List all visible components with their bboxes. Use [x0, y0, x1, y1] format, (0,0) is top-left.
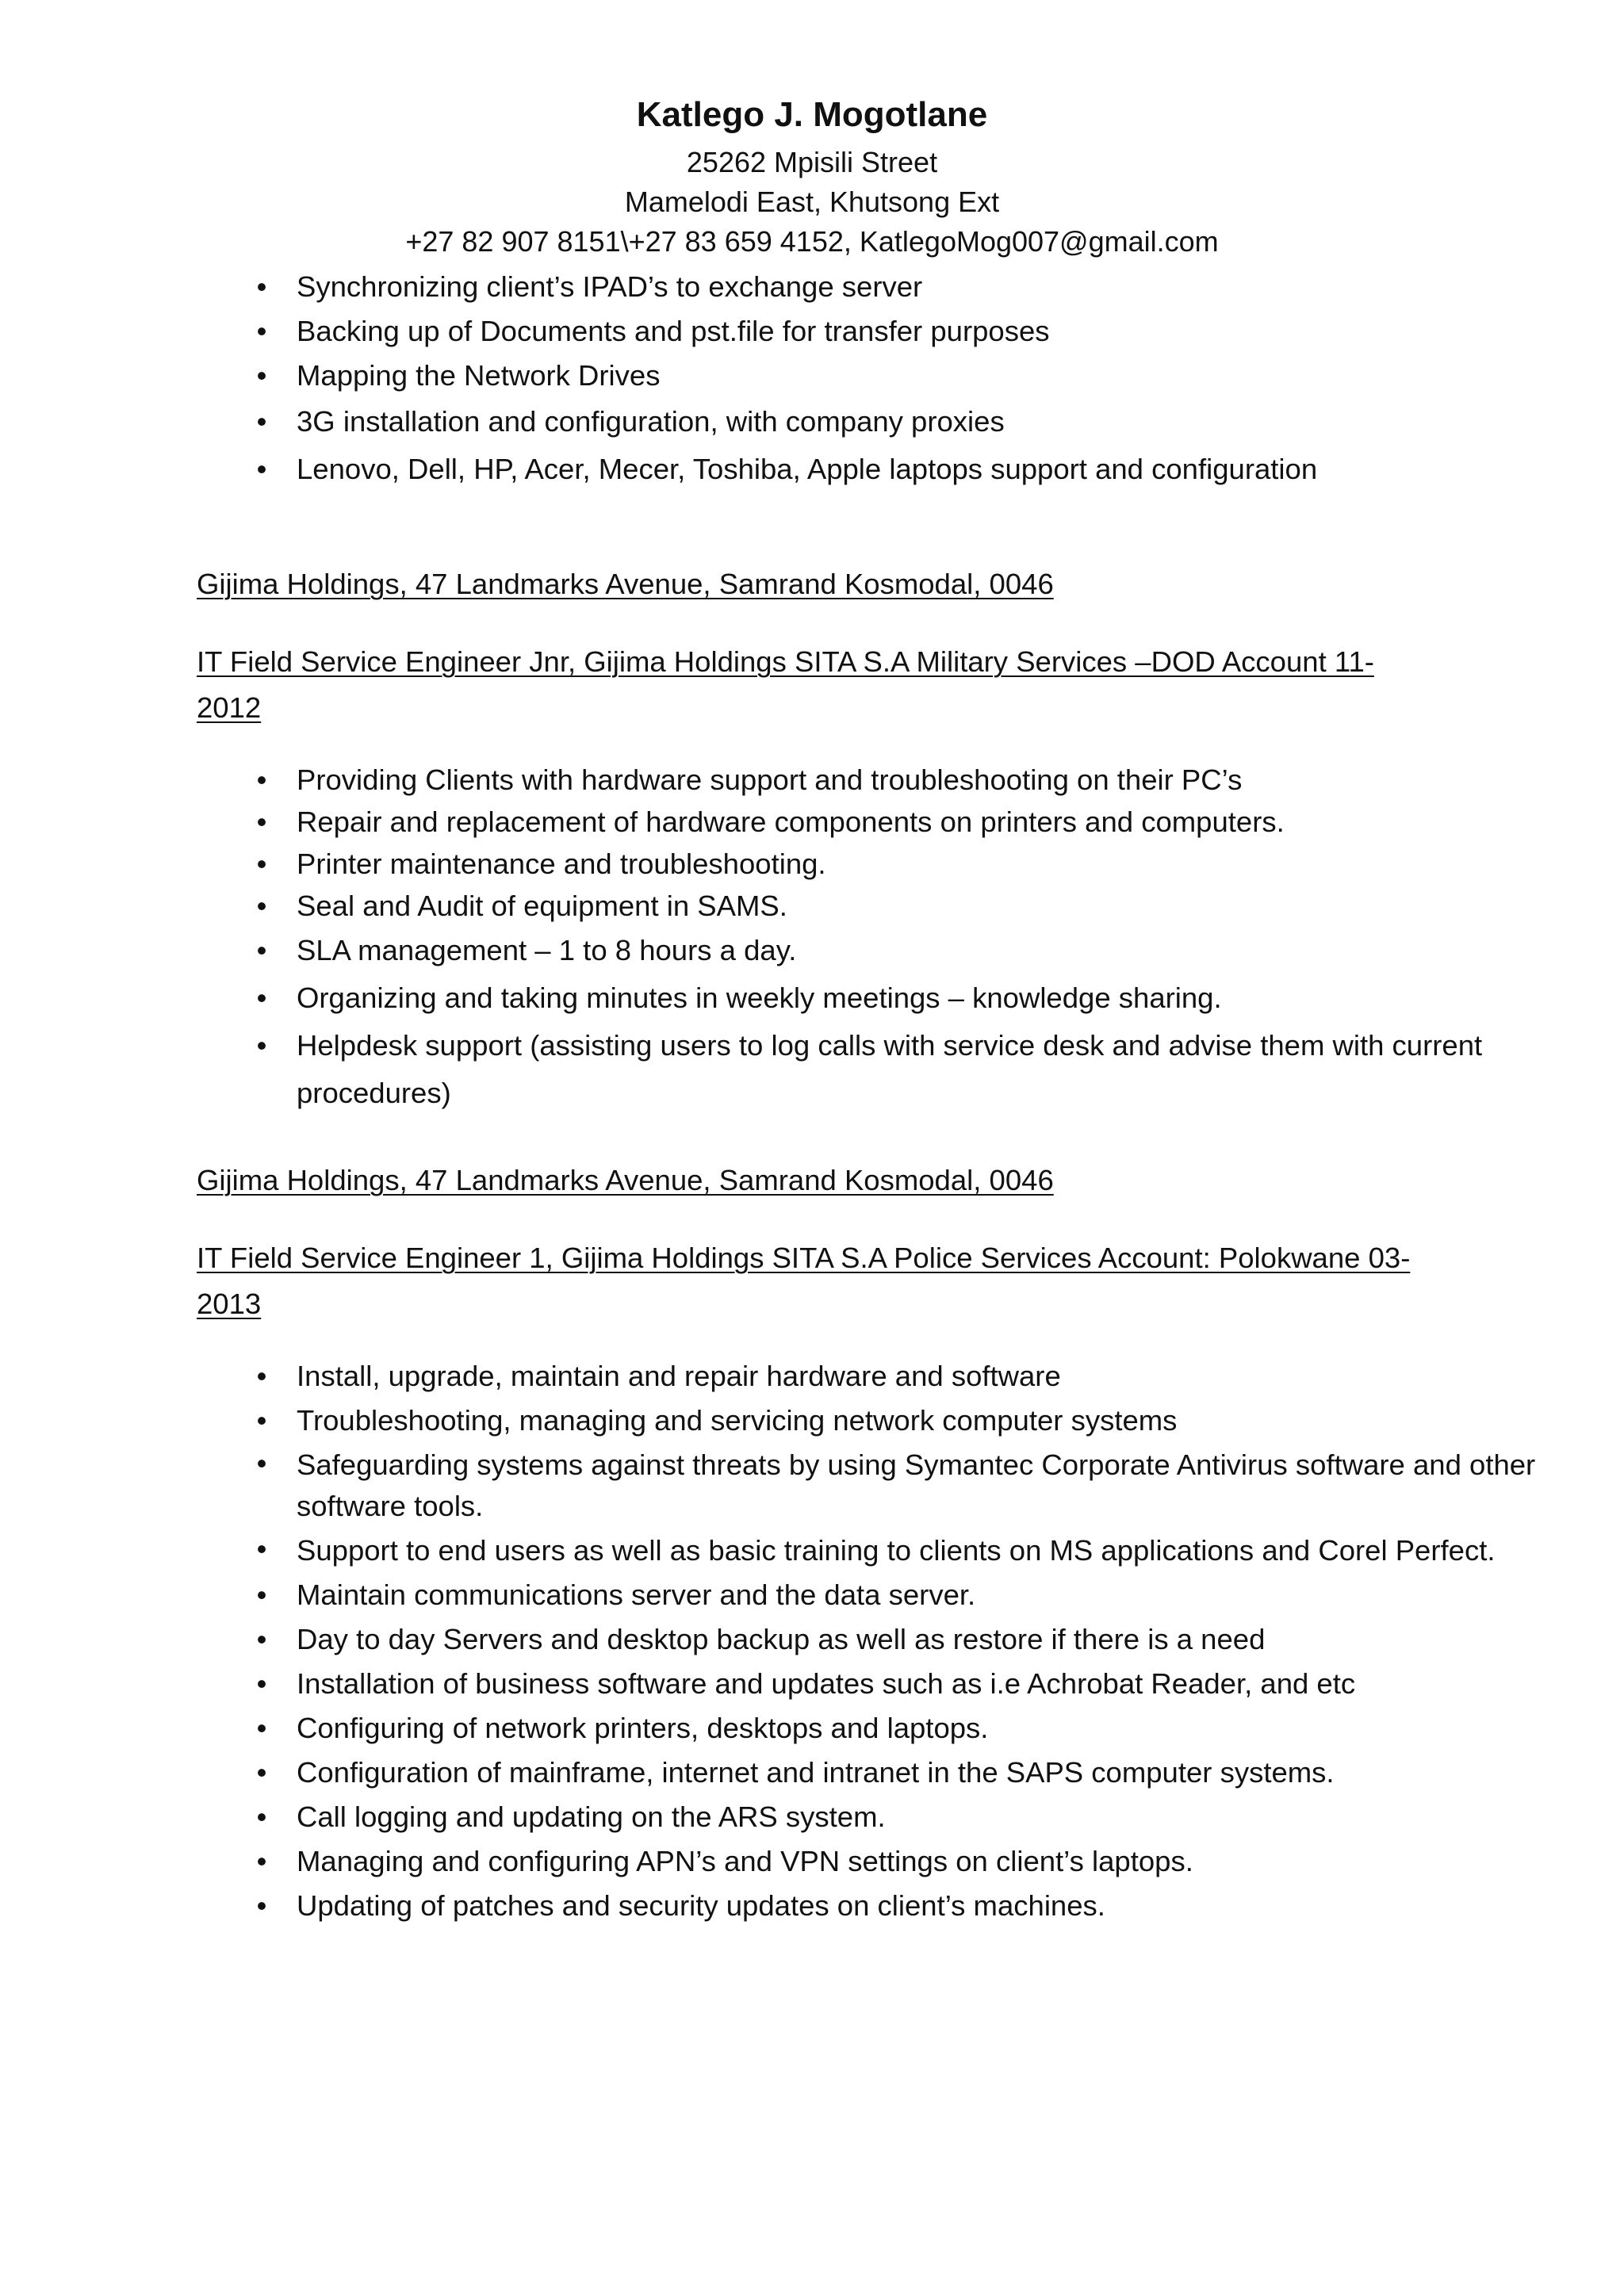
bullet-icon: •: [256, 1447, 267, 1479]
bullet-icon: •: [256, 315, 267, 347]
bullet-icon: •: [256, 405, 267, 438]
bullet-icon: •: [256, 848, 267, 880]
list-item: • Day to day Servers and desktop backup as well as restore if there is a need: [197, 1617, 1545, 1662]
bullet-icon: •: [256, 1360, 267, 1392]
list-item: • Helpdesk support (assisting users to log calls with service desk and advise them with current procedures): [197, 1022, 1545, 1117]
list-item: • Call logging and updating on the ARS system.: [197, 1795, 1545, 1839]
job-2-bullet-list: [197, 1354, 1545, 1928]
list-item: • Mapping the Network Drives: [197, 354, 1545, 398]
contact-details: +27 82 907 8151\+27 83 659 4152, KatlegoMog007@gmail.com: [405, 225, 1219, 258]
list-item: • Repair and replacement of hardware components on printers and computers.: [197, 801, 1545, 843]
list-item: • Providing Clients with hardware support and troubleshooting on their PC’s: [197, 759, 1545, 801]
bullet-icon: •: [256, 763, 267, 796]
list-item: • Updating of patches and security updates on client’s machines.: [197, 1884, 1545, 1928]
bullet-icon: •: [256, 1756, 267, 1789]
list-item: • Organizing and taking minutes in weekly meetings – knowledge sharing.: [197, 974, 1545, 1022]
list-item: • Seal and Audit of equipment in SAMS.: [197, 885, 1545, 927]
list-item: • Configuring of network printers, desktops and laptops.: [197, 1706, 1545, 1751]
job-1-company: Gijima Holdings, 47 Landmarks Avenue, Samrand Kosmodal, 0046: [197, 568, 1054, 600]
list-item: • Configuration of mainframe, internet and intranet in the SAPS computer systems.: [197, 1751, 1545, 1795]
list-item: • Safeguarding systems against threats by using Symantec Corporate Antivirus software and other software tools.: [197, 1443, 1545, 1529]
bullet-icon: •: [256, 453, 267, 485]
bullet-icon: •: [256, 1029, 267, 1062]
bullet-icon: •: [256, 1800, 267, 1833]
bullet-icon: •: [256, 1578, 267, 1611]
job-1-bullet-list: [197, 759, 1545, 1117]
bullet-icon: •: [256, 1845, 267, 1877]
list-item: • Managing and configuring APN’s and VPN settings on client’s laptops.: [197, 1839, 1545, 1884]
bullet-icon: •: [256, 1623, 267, 1655]
list-item: • Backing up of Documents and pst.file for transfer purposes: [197, 309, 1545, 354]
list-item: • Lenovo, Dell, HP, Acer, Mecer, Toshiba, Apple laptops support and configuration: [197, 446, 1545, 493]
intro-bullet-list: [197, 265, 1545, 493]
candidate-name: Katlego J. Mogotlane: [636, 95, 988, 134]
bullet-icon: •: [256, 1889, 267, 1922]
job-2-company: Gijima Holdings, 47 Landmarks Avenue, Samrand Kosmodal, 0046: [197, 1164, 1054, 1196]
bullet-icon: •: [256, 1667, 267, 1700]
street-address: 25262 Mpisili Street: [686, 146, 938, 178]
bullet-icon: •: [256, 806, 267, 838]
list-item: • Installation of business software and updates such as i.e Achrobat Reader, and etc: [197, 1662, 1545, 1706]
list-item: • 3G installation and configuration, with company proxies: [197, 398, 1545, 446]
bullet-icon: •: [256, 359, 267, 392]
list-item: • Synchronizing client’s IPAD’s to exchange server: [197, 265, 1545, 309]
list-item: • Maintain communications server and the data server.: [197, 1573, 1545, 1617]
bullet-icon: •: [256, 1533, 267, 1565]
bullet-icon: •: [256, 934, 267, 966]
bullet-icon: •: [256, 982, 267, 1014]
list-item: • Troubleshooting, managing and servicing network computer systems: [197, 1399, 1545, 1443]
list-item: • Printer maintenance and troubleshooting.: [197, 843, 1545, 885]
list-item: • Support to end users as well as basic training to clients on MS applications and Corel Perfect.: [197, 1529, 1545, 1573]
list-item: • SLA management – 1 to 8 hours a day.: [197, 927, 1545, 974]
bullet-icon: •: [256, 1712, 267, 1744]
suburb-address: Mamelodi East, Khutsong Ext: [624, 186, 1000, 218]
bullet-icon: •: [256, 270, 267, 303]
bullet-icon: •: [256, 890, 267, 922]
list-item: • Install, upgrade, maintain and repair hardware and software: [197, 1354, 1545, 1399]
job-1-title: IT Field Service Engineer Jnr, Gijima Holdings SITA S.A Military Services –DOD Account 11-2012: [197, 645, 1374, 724]
bullet-icon: •: [256, 1404, 267, 1437]
job-2-title: IT Field Service Engineer 1, Gijima Holdings SITA S.A Police Services Account: Polokwane 03-2013: [197, 1242, 1411, 1320]
